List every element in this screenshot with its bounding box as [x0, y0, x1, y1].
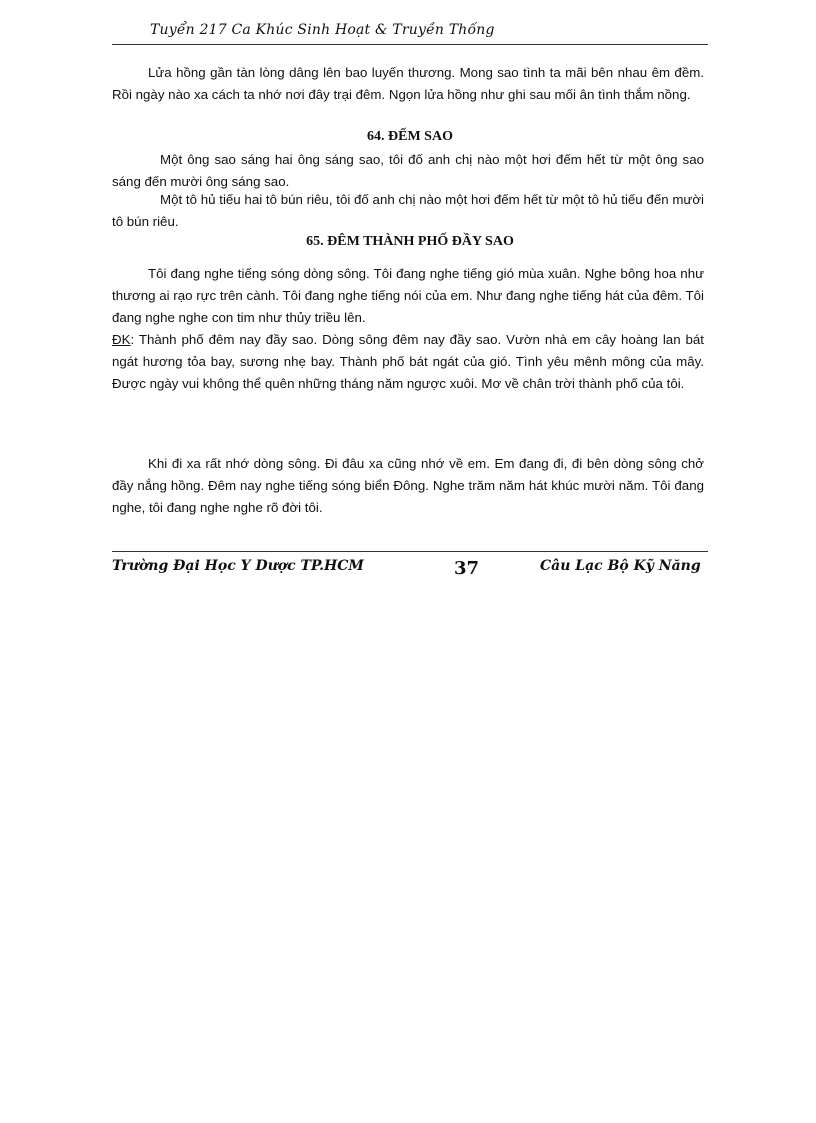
intro-paragraph: Lửa hồng gần tàn lòng dâng lên bao luyến thương. Mong sao tình ta mãi bên nhau êm đềm. Rồi ngày nào xa cách ta nhớ nơi đây trại đêm. Ngọn lửa hồng như ghi sau mối ân tình thắm nồng.: [112, 65, 704, 102]
footer-rule: [112, 551, 708, 552]
song-65-title: 65. ĐÊM THÀNH PHỐ ĐẦY SAO: [306, 234, 514, 249]
song-65-chorus: [112, 329, 704, 395]
footer-school: Trường Đại Học Y Dược TP.HCM: [112, 558, 364, 574]
page-header-title: Tuyển 217 Ca Khúc Sinh Hoạt & Truyền Thống: [150, 22, 495, 38]
chorus-label: ĐK: [112, 332, 131, 347]
header-rule: [112, 44, 708, 45]
page-number: 37: [454, 558, 480, 579]
chorus-text: : Thành phố đêm nay đầy sao. Dòng sông đêm nay đầy sao. Vườn nhà em cây hoàng lan bát ngát hương tỏa bay, sương nhẹ bay. Thành phố bát ngát của gió. Tình yêu mênh mông của mây. Được ngày vui không thể quên những tháng năm ngược xuôi. Mơ về chân trời thành phố của tôi.: [112, 332, 704, 391]
song-65-verse-2: Khi đi xa rất nhớ dòng sông. Đi đâu xa cũng nhớ về em. Em đang đi, đi bên dòng sông chở đầy nắng hồng. Đêm nay nghe tiếng sóng biển Đông. Nghe trăm năm hát khúc mười năm. Tôi đang nghe, tôi đang nghe nghe rõ đời tôi.: [112, 456, 704, 515]
song-65-verse-1: Tôi đang nghe tiếng sóng dòng sông. Tôi đang nghe tiếng gió mùa xuân. Nghe bông hoa như thương ai rạo rực trên cành. Tôi đang nghe tiếng nói của em. Như đang nghe tiếng hát của đêm. Tôi đang nghe nghe con tim như thủy triều lên.: [112, 266, 704, 325]
song-64-line-2: Một tô hủ tiếu hai tô bún riêu, tôi đố anh chị nào một hơi đếm hết từ một tô hủ tiếu đến mười tô bún riêu.: [112, 192, 704, 229]
song-64-title: 64. ĐẾM SAO: [367, 129, 453, 144]
song-64-line-1: Một ông sao sáng hai ông sáng sao, tôi đố anh chị nào một hơi đếm hết từ một ông sao sáng đến mười ông sáng sao.: [112, 152, 704, 189]
footer-club: Câu Lạc Bộ Kỹ Năng: [540, 558, 701, 574]
